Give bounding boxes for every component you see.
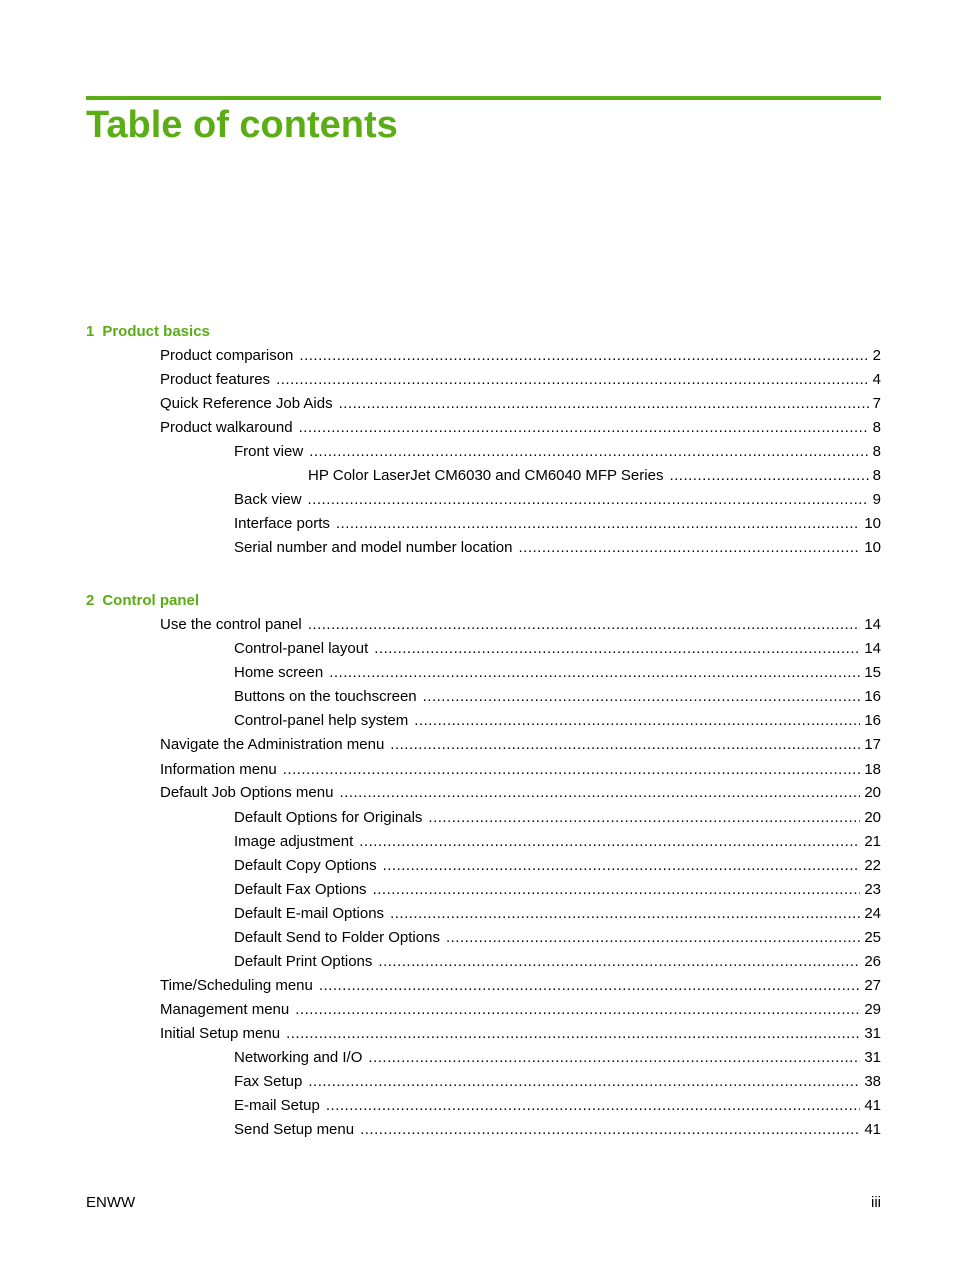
- toc-entry-text: Front view: [234, 443, 304, 460]
- dot-leader: [359, 832, 860, 852]
- toc-page-number: 23: [864, 881, 881, 898]
- toc-entry-text: Product comparison: [160, 347, 294, 364]
- dot-leader: [308, 490, 869, 510]
- toc-page-number: 8: [872, 467, 881, 484]
- toc-page-number: 16: [864, 712, 881, 729]
- toc-entry[interactable]: [234, 639, 881, 659]
- toc-page-number: 21: [864, 833, 881, 850]
- toc-page-number: 17: [864, 736, 881, 753]
- toc-page-number: 9: [872, 491, 881, 508]
- chapter-title: Control panel: [102, 592, 200, 609]
- toc-entry-text: Default Fax Options: [234, 881, 367, 898]
- dot-leader: [308, 615, 861, 635]
- dot-leader: [390, 735, 860, 755]
- dot-leader: [295, 1000, 860, 1020]
- toc-page-number: 22: [864, 857, 881, 874]
- dot-leader: [336, 514, 860, 534]
- toc-entry-text: Quick Reference Job Aids: [160, 395, 333, 412]
- dot-leader: [519, 538, 861, 558]
- chapter-1-heading[interactable]: [86, 322, 881, 342]
- toc-entry-text: Control-panel layout: [234, 640, 369, 657]
- chapter-2-heading[interactable]: [86, 591, 881, 611]
- dot-leader: [308, 1072, 860, 1092]
- toc-entry[interactable]: [160, 760, 881, 780]
- footer-page-number: iii: [871, 1194, 881, 1211]
- toc-page-number: 14: [864, 616, 881, 633]
- toc-entry[interactable]: [234, 1072, 881, 1092]
- toc-entry[interactable]: [160, 976, 881, 996]
- dot-leader: [309, 442, 868, 462]
- dot-leader: [283, 760, 861, 780]
- toc-entry[interactable]: [234, 1096, 881, 1116]
- toc-entry[interactable]: [234, 442, 881, 462]
- toc-entry-text: Initial Setup menu: [160, 1025, 281, 1042]
- dot-leader: [339, 783, 860, 803]
- toc-page-number: 41: [864, 1097, 881, 1114]
- toc-entry[interactable]: [234, 663, 881, 683]
- toc-entry-text: Product walkaround: [160, 419, 293, 436]
- toc-entry[interactable]: [160, 1024, 881, 1044]
- toc-entry[interactable]: [160, 615, 881, 635]
- toc-entry-text: Serial number and model number location: [234, 539, 513, 556]
- toc-page-number: 8: [872, 443, 881, 460]
- toc-page-number: 20: [864, 784, 881, 801]
- toc-page-number: 10: [864, 515, 881, 532]
- toc-entry-text: Default Copy Options: [234, 857, 377, 874]
- toc-entry-text: Information menu: [160, 761, 277, 778]
- dot-leader: [669, 466, 868, 486]
- toc-entry-text: Default E-mail Options: [234, 905, 385, 922]
- toc-entry[interactable]: [234, 808, 881, 828]
- toc-page-number: 15: [864, 664, 881, 681]
- toc-entry-text: Send Setup menu: [234, 1121, 355, 1138]
- dot-leader: [446, 928, 860, 948]
- toc-page-number: 14: [864, 640, 881, 657]
- dot-leader: [390, 904, 860, 924]
- toc-entry[interactable]: [234, 687, 881, 707]
- toc-entry-text: E-mail Setup: [234, 1097, 320, 1114]
- toc-page-number: 4: [872, 371, 881, 388]
- toc-entry-text: HP Color LaserJet CM6030 and CM6040 MFP Series: [308, 467, 664, 484]
- toc-page-number: 10: [864, 539, 881, 556]
- toc-entry-text: Default Job Options menu: [160, 784, 334, 801]
- toc-entry[interactable]: [234, 832, 881, 852]
- toc-entry-text: Default Options for Originals: [234, 809, 423, 826]
- toc-page-number: 29: [864, 1001, 881, 1018]
- toc-entry[interactable]: [234, 1120, 881, 1140]
- toc-entry[interactable]: [234, 514, 881, 534]
- toc-entry[interactable]: [160, 418, 881, 438]
- toc-page-number: 41: [864, 1121, 881, 1138]
- toc-page-number: 38: [864, 1073, 881, 1090]
- toc-page-number: 26: [864, 953, 881, 970]
- dot-leader: [383, 856, 861, 876]
- dot-leader: [276, 370, 869, 390]
- toc-page-number: 2: [872, 347, 881, 364]
- toc-page-number: 31: [864, 1025, 881, 1042]
- toc-entry[interactable]: [160, 1000, 881, 1020]
- dot-leader: [360, 1120, 860, 1140]
- dot-leader: [286, 1024, 860, 1044]
- toc-page-number: 8: [872, 419, 881, 436]
- toc-entry-text: Buttons on the touchscreen: [234, 688, 417, 705]
- toc-page-number: 24: [864, 905, 881, 922]
- toc-entry[interactable]: [160, 394, 881, 414]
- toc-entry-text: Image adjustment: [234, 833, 354, 850]
- toc-entry-text: Control-panel help system: [234, 712, 409, 729]
- dot-leader: [414, 711, 860, 731]
- toc-entry[interactable]: [234, 538, 881, 558]
- toc-entry-text: Interface ports: [234, 515, 330, 532]
- toc-entry[interactable]: [234, 1048, 881, 1068]
- toc-entry-text: Networking and I/O: [234, 1049, 363, 1066]
- toc-page-number: 7: [872, 395, 881, 412]
- dot-leader: [423, 687, 861, 707]
- toc-entry-text: Time/Scheduling menu: [160, 977, 313, 994]
- dot-leader: [326, 1096, 860, 1116]
- dot-leader: [373, 880, 861, 900]
- toc-entry[interactable]: [160, 346, 881, 366]
- toc-page-number: 18: [864, 761, 881, 778]
- toc-entry-text: Home screen: [234, 664, 324, 681]
- dot-leader: [299, 418, 869, 438]
- chapter-number: 1: [86, 323, 95, 340]
- toc-entry-text: Fax Setup: [234, 1073, 303, 1090]
- chapter-title: Product basics: [102, 323, 210, 340]
- toc-entry-text: Use the control panel: [160, 616, 302, 633]
- toc-entry[interactable]: [308, 466, 881, 486]
- dot-leader: [378, 952, 860, 972]
- toc-entry[interactable]: [234, 928, 881, 948]
- toc-page-number: 31: [864, 1049, 881, 1066]
- toc-entry[interactable]: [234, 490, 881, 510]
- toc-entry[interactable]: [234, 856, 881, 876]
- toc-entry-text: Navigate the Administration menu: [160, 736, 385, 753]
- toc-entry-text: Management menu: [160, 1001, 290, 1018]
- footer-doc-code: ENWW: [86, 1194, 136, 1211]
- toc-entry[interactable]: [234, 880, 881, 900]
- toc-page-number: 20: [864, 809, 881, 826]
- toc-page-number: 25: [864, 929, 881, 946]
- toc-entry-text: Default Send to Folder Options: [234, 929, 440, 946]
- toc-entry-text: Default Print Options: [234, 953, 373, 970]
- toc-page-number: 16: [864, 688, 881, 705]
- title-rule: [86, 96, 881, 100]
- dot-leader: [299, 346, 868, 366]
- dot-leader: [428, 808, 860, 828]
- dot-leader: [319, 976, 860, 996]
- toc-entry[interactable]: [234, 904, 881, 924]
- toc-entry[interactable]: [234, 952, 881, 972]
- toc-entry-text: Back view: [234, 491, 302, 508]
- page-title: Table of contents: [86, 104, 398, 146]
- dot-leader: [368, 1048, 860, 1068]
- toc-entry[interactable]: [234, 711, 881, 731]
- toc-page-number: 27: [864, 977, 881, 994]
- dot-leader: [339, 394, 869, 414]
- toc-entry[interactable]: [160, 370, 881, 390]
- chapter-number: 2: [86, 592, 95, 609]
- dot-leader: [329, 663, 860, 683]
- toc-entry[interactable]: [160, 783, 881, 803]
- dot-leader: [374, 639, 860, 659]
- toc-entry-text: Product features: [160, 371, 271, 388]
- toc-entry[interactable]: [160, 735, 881, 755]
